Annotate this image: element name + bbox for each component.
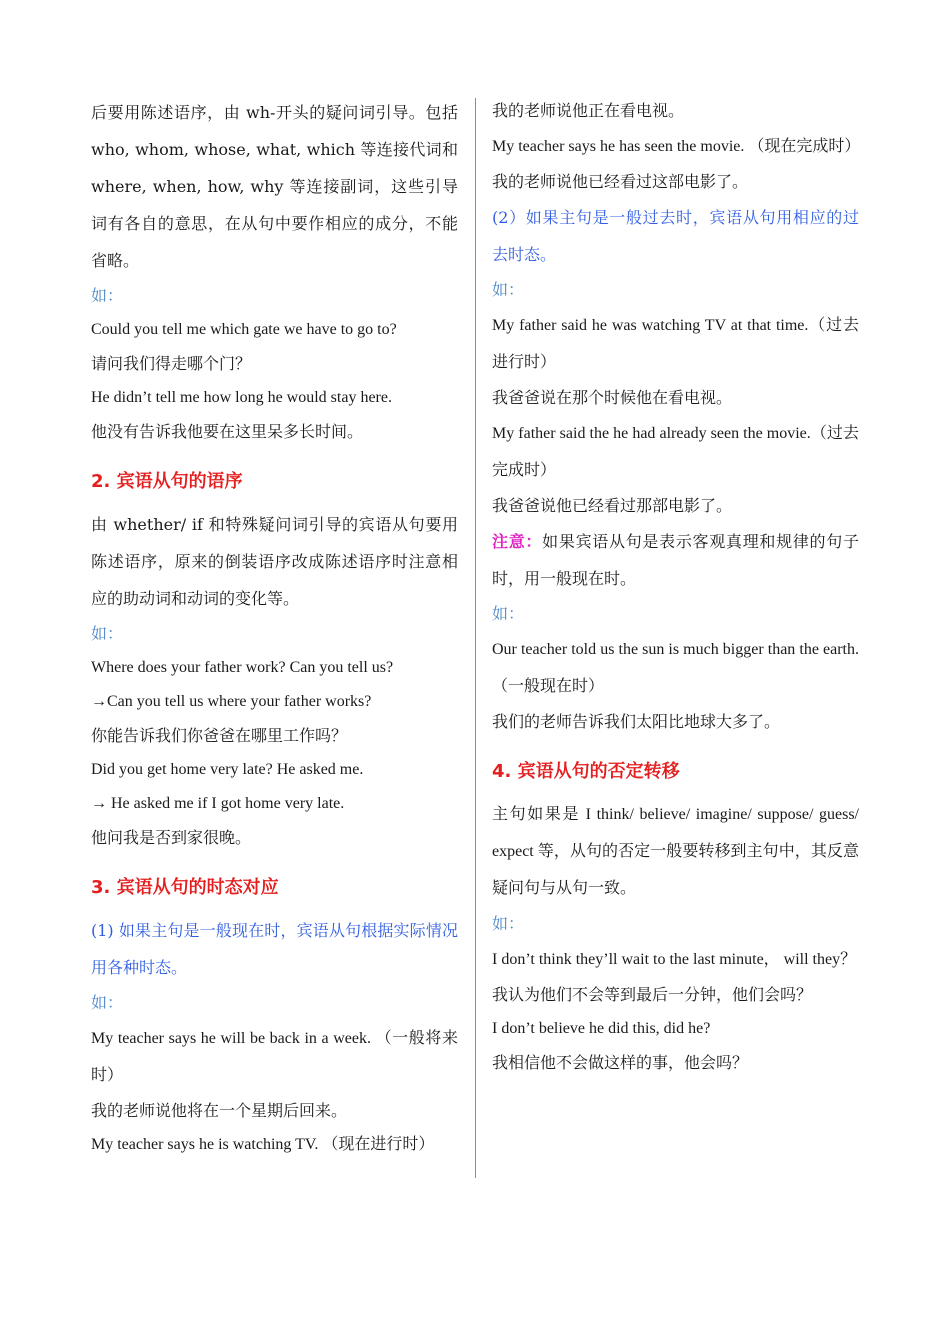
section-heading-4: 4. 宾语从句的否定转移 xyxy=(492,761,680,782)
example-cn: 请问我们得走哪个门？ xyxy=(91,354,252,373)
example-cn: 我相信他不会做这样的事，他会吗？ xyxy=(492,1053,749,1072)
example-cn: 他问我是否到家很晚。 xyxy=(91,828,252,847)
example-cn: 我爸爸说他已经看过那部电影了。 xyxy=(492,496,733,515)
example-en: I don’t think they’ll wait to the last minute， will they？ xyxy=(492,951,857,968)
example-en: Our teacher told us the sun is much bigger than the earth. （一般现在时） xyxy=(492,641,859,695)
paragraph-negation: 主句如果是 I think/ believe/ imagine/ suppose/ guess/ expect 等，从句的否定一般要转移到主句中，其反意疑问句与从句一致。 xyxy=(492,806,859,897)
example-cn: 你能告诉我们你爸爸在哪里工作吗？ xyxy=(91,726,348,745)
paragraph-word-order: 由 whether/ if 和特殊疑问词引导的宾语从句要用陈述语序，原来的倒装语序改成陈述语序时注意相应的助动词和动词的变化等。 xyxy=(91,515,458,608)
rule-1: (1) 如果主句是一般现在时，宾语从句根据实际情况用各种时态。 xyxy=(91,921,458,977)
example-cn: 他没有告诉我他要在这里呆多长时间。 xyxy=(91,422,364,441)
section-heading-2: 2. 宾语从句的语序 xyxy=(91,471,243,492)
example-label: 如： xyxy=(91,624,124,643)
rule-2: (2）如果主句是一般过去时，宾语从句用相应的过去时态。 xyxy=(492,208,859,264)
example-label: 如： xyxy=(492,604,525,623)
example-cn: 我的老师说他正在看电视。 xyxy=(492,101,685,120)
example-en: I don’t believe he did this, did he? xyxy=(492,1020,711,1037)
example-cn: 我的老师说他已经看过这部电影了。 xyxy=(492,172,749,191)
example-cn: 我爸爸说在那个时候他在看电视。 xyxy=(492,388,733,407)
example-arrow: →Can you tell us where your father works? xyxy=(91,693,372,710)
example-en: My father said the he had already seen the movie.（过去完成时） xyxy=(492,425,859,479)
example-en: Where does your father work? Can you tell us? xyxy=(91,659,394,676)
example-en: My teacher says he has seen the movie. （现在完成时） xyxy=(492,138,861,155)
example-label: 如： xyxy=(91,993,124,1012)
section-heading-3: 3. 宾语从句的时态对应 xyxy=(91,877,279,898)
example-en: My teacher says he will be back in a week. （一般将来时） xyxy=(91,1030,458,1084)
example-en: My teacher says he is watching TV. （现在进行时） xyxy=(91,1136,435,1153)
example-cn: 我的老师说他将在一个星期后回来。 xyxy=(91,1101,348,1120)
note-label: 注意： xyxy=(492,532,543,551)
example-label: 如： xyxy=(492,280,525,299)
example-en: My father said he was watching TV at that time.（过去进行时） xyxy=(492,317,859,371)
example-en: Could you tell me which gate we have to go to? xyxy=(91,321,397,338)
column-divider xyxy=(475,98,476,1178)
paragraph-intro: 后要用陈述语序，由 wh-开头的疑问词引导。包括 who, whom, whose, what, which 等连接代词和 where, when, how, why 等连接副词，这些引导词有各自的意思，在从句中要作相应的成分，不能省略。 xyxy=(91,103,458,270)
left-column xyxy=(91,94,458,1162)
example-en: Did you get home very late? He asked me. xyxy=(91,761,364,778)
example-en: He didn’t tell me how long he would stay here. xyxy=(91,389,392,406)
example-label: 如： xyxy=(91,286,124,305)
example-arrow: → He asked me if I got home very late. xyxy=(91,795,345,812)
example-cn: 我们的老师告诉我们太阳比地球大多了。 xyxy=(492,712,781,731)
example-label: 如： xyxy=(492,914,525,933)
note-text: 如果宾语从句是表示客观真理和规律的句子时，用一般现在时。 xyxy=(492,532,859,588)
note-paragraph xyxy=(492,523,859,597)
example-cn: 我认为他们不会等到最后一分钟，他们会吗？ xyxy=(492,985,813,1004)
right-column xyxy=(492,94,859,1080)
